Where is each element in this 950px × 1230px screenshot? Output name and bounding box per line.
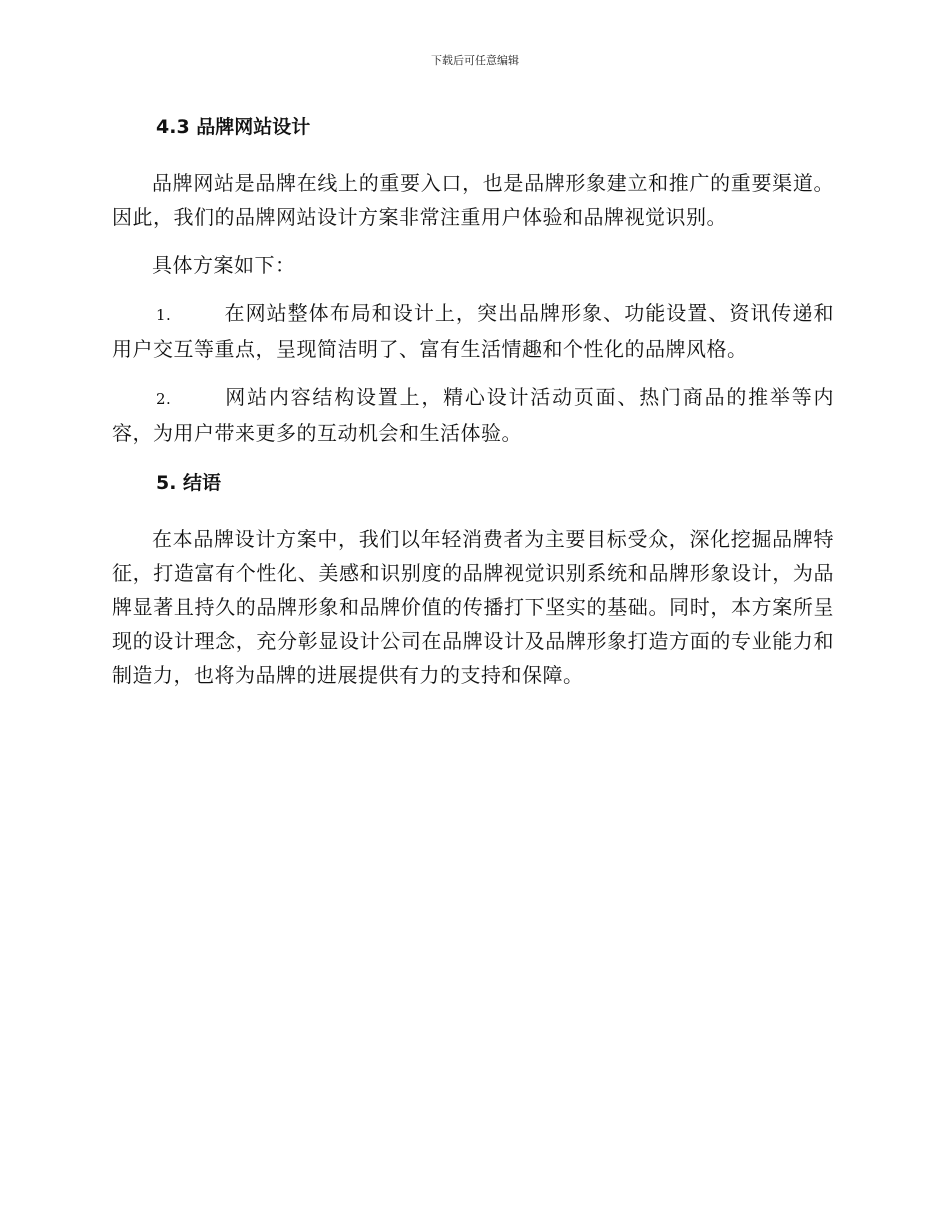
list-item — [112, 380, 834, 450]
spacer — [112, 502, 834, 522]
page-header: 下载后可任意编辑 — [431, 54, 519, 67]
paragraph-lead: 具体方案如下： — [152, 253, 296, 277]
list-item-number: 2. — [156, 390, 172, 408]
list-item-text: 在网站整体布局和设计上，突出品牌形象、功能设置、资讯传递和用户交互等重点，呈现简洁明了、富有生活情趣和个性化的品牌风格。 — [112, 301, 834, 361]
section-heading-4-3: 4.3 品牌网站设计 — [156, 116, 311, 138]
spacer — [112, 366, 834, 380]
list-item-number: 1. — [156, 306, 172, 324]
spacer — [112, 146, 834, 166]
spacer — [112, 234, 834, 248]
list-item-text: 网站内容结构设置上，精心设计活动页面、热门商品的推举等内容，为用户带来更多的互动机会和生活体验。 — [112, 385, 834, 445]
document-body — [112, 108, 834, 692]
spacer — [112, 450, 834, 464]
list-item — [112, 296, 834, 366]
section-heading-5: 5. 结语 — [156, 472, 222, 494]
paragraph-conclusion: 在本品牌设计方案中，我们以年轻消费者为主要目标受众，深化挖掘品牌特征，打造富有个性化、美感和识别度的品牌视觉识别系统和品牌形象设计，为品牌显著且持久的品牌形象和品牌价值的传播打下坚实的基础。同时，本方案所呈现的设计理念，充分彰显设计公司在品牌设计及品牌形象打造方面的专业能力和制造力，也将为品牌的进展提供有力的支持和保障。 — [112, 527, 834, 687]
paragraph-intro: 品牌网站是品牌在线上的重要入口，也是品牌形象建立和推广的重要渠道。因此，我们的品牌网站设计方案非常注重用户体验和品牌视觉识别。 — [112, 171, 834, 229]
spacer — [112, 282, 834, 296]
